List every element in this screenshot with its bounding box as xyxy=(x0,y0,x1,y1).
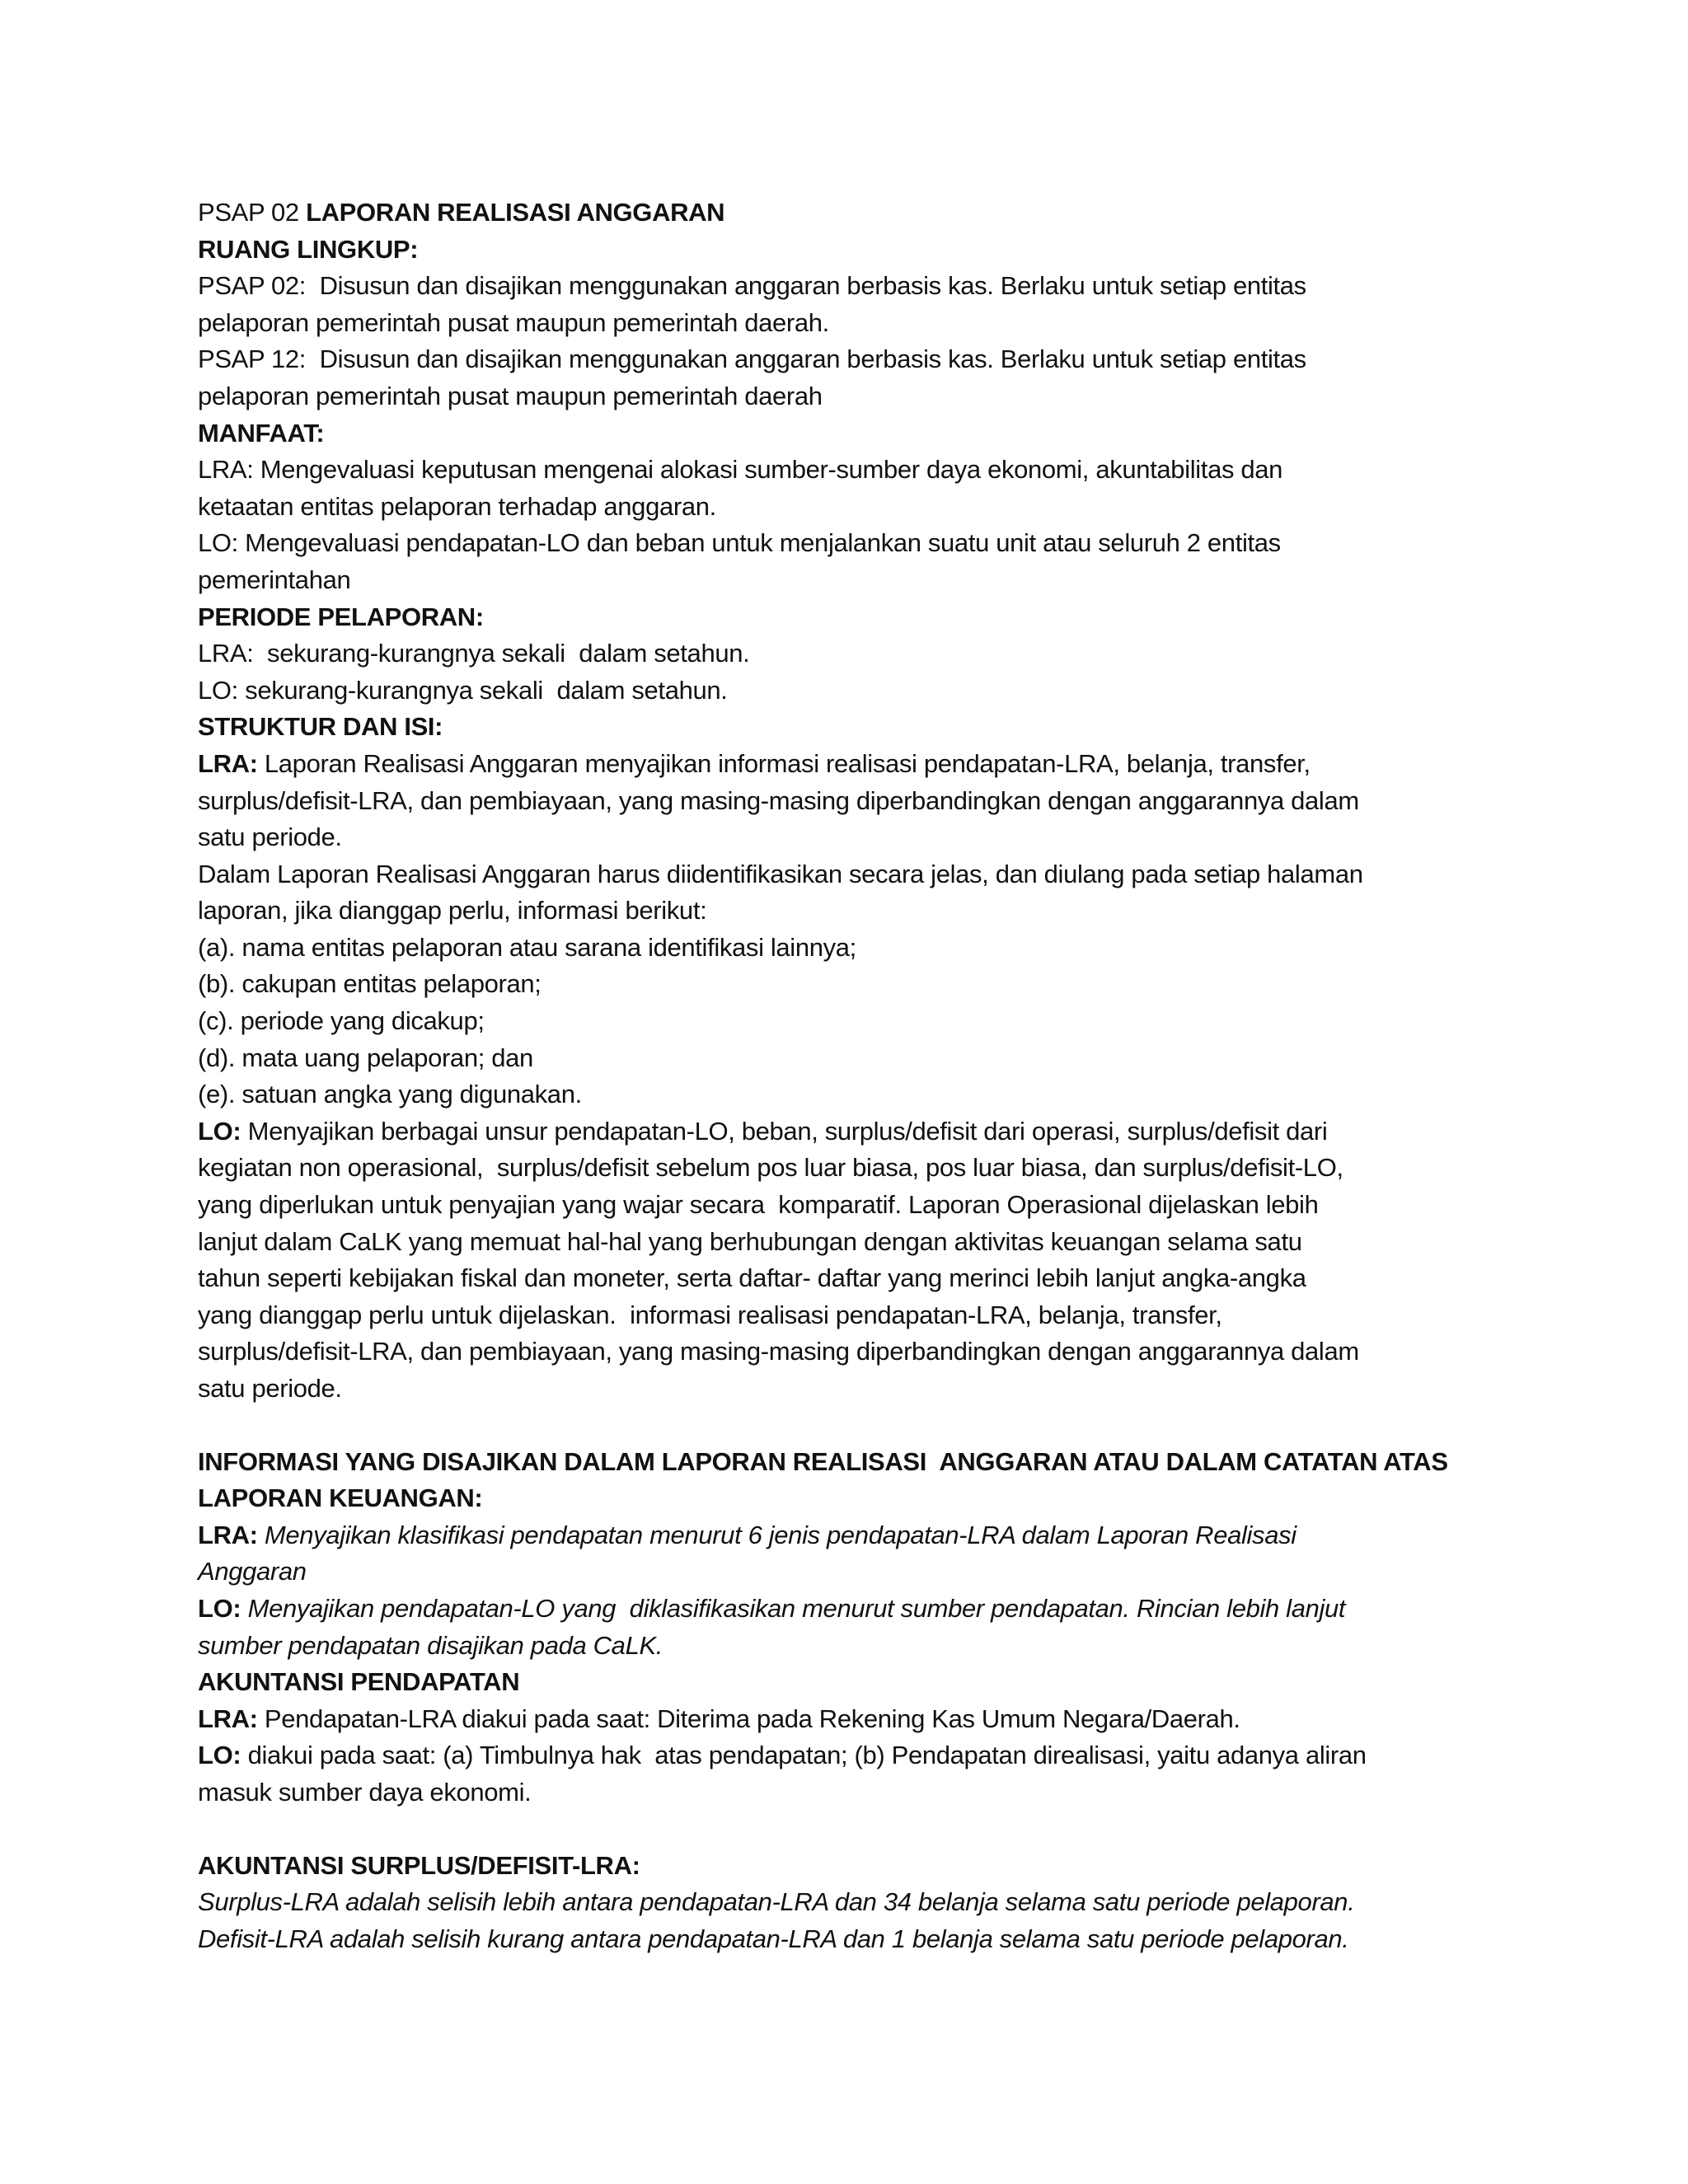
paragraph-line: LRA: Mengevaluasi keputusan mengenai alokasi sumber-sumber daya ekonomi, akuntabilitas dan xyxy=(198,455,1283,485)
document-title xyxy=(198,194,1500,232)
paragraph-line: Surplus-LRA adalah selisih lebih antara pendapatan-LRA dan 34 belanja selama satu periode pelaporan. xyxy=(198,1887,1355,1917)
spacer xyxy=(198,1408,1500,1444)
paragraph-line: masuk sumber daya ekonomi. xyxy=(198,1777,532,1807)
paragraph-line: ketaatan entitas pelaporan terhadap anggaran. xyxy=(198,491,716,521)
list-item: (e). satuan angka yang digunakan. xyxy=(198,1080,582,1109)
paragraph-line: tahun seperti kebijakan fiskal dan moneter, serta daftar- daftar yang merinci lebih lanjut angka-angka xyxy=(198,1263,1306,1293)
heading-akuntansi-pendapatan: AKUNTANSI PENDAPATAN xyxy=(198,1667,520,1697)
paragraph-line: Dalam Laporan Realisasi Anggaran harus diidentifikasikan secara jelas, dan diulang pada setiap halaman xyxy=(198,859,1363,888)
document-page xyxy=(198,194,1500,1957)
lo-label: LO: xyxy=(198,1116,241,1146)
paragraph-line: satu periode. xyxy=(198,1374,342,1403)
paragraph-line: PSAP 12: Disusun dan disajikan menggunakan anggaran berbasis kas. Berlaku untuk setiap entitas xyxy=(198,344,1306,374)
paragraph-text: diakui pada saat: (a) Timbulnya hak atas pendapatan; (b) Pendapatan direalisasi, yaitu adanya aliran xyxy=(241,1741,1367,1770)
paragraph-line: Anggaran xyxy=(198,1557,307,1586)
paragraph-line: Defisit-LRA adalah selisih kurang antara pendapatan-LRA dan 1 belanja selama satu periode pelaporan. xyxy=(198,1924,1349,1953)
list-item: (b). cakupan entitas pelaporan; xyxy=(198,969,542,999)
paragraph-text: Pendapatan-LRA diakui pada saat: Diterima pada Rekening Kas Umum Negara/Daerah. xyxy=(257,1704,1240,1733)
paragraph-line: yang diperlukan untuk penyajian yang wajar secara komparatif. Laporan Operasional dijelaskan lebih xyxy=(198,1190,1319,1220)
paragraph-line: lanjut dalam CaLK yang memuat hal-hal yang berhubungan dengan aktivitas keuangan selama satu xyxy=(198,1226,1302,1256)
paragraph-line: yang dianggap perlu untuk dijelaskan. informasi realisasi pendapatan-LRA, belanja, transfer, xyxy=(198,1300,1222,1329)
list-item: (c). periode yang dicakup; xyxy=(198,1006,485,1036)
paragraph-text: Laporan Realisasi Anggaran menyajikan informasi realisasi pendapatan-LRA, belanja, transfer, xyxy=(257,748,1311,778)
heading-akuntansi-surplus-defisit: AKUNTANSI SURPLUS/DEFISIT-LRA: xyxy=(198,1850,640,1880)
paragraph-line: satu periode. xyxy=(198,823,342,852)
paragraph-line: kegiatan non operasional, surplus/defisit sebelum pos luar biasa, pos luar biasa, dan surplus/defisit-LO, xyxy=(198,1153,1343,1183)
spacer xyxy=(198,1811,1500,1848)
paragraph-line: LRA: sekurang-kurangnya sekali dalam setahun. xyxy=(198,639,750,668)
paragraph-line xyxy=(198,1701,1500,1738)
paragraph-line xyxy=(198,1737,1500,1774)
list-item: (d). mata uang pelaporan; dan xyxy=(198,1043,533,1072)
paragraph-line: pelaporan pemerintah pusat maupun pemerintah daerah xyxy=(198,381,823,410)
paragraph-line xyxy=(198,1113,1500,1151)
heading-ruang-lingkup: RUANG LINGKUP: xyxy=(198,234,419,264)
heading-periode-pelaporan: PERIODE PELAPORAN: xyxy=(198,602,484,631)
paragraph-line: sumber pendapatan disajikan pada CaLK. xyxy=(198,1630,663,1660)
title-bold: LAPORAN REALISASI ANGGARAN xyxy=(306,198,725,227)
paragraph-line: surplus/defisit-LRA, dan pembiayaan, yang masing-masing diperbandingkan dengan anggarannya dalam xyxy=(198,1337,1359,1366)
lra-label: LRA: xyxy=(198,748,258,778)
heading-manfaat: MANFAAT: xyxy=(198,418,325,448)
heading-informasi-cont: LAPORAN KEUANGAN: xyxy=(198,1483,483,1513)
heading-struktur-dan-isi: STRUKTUR DAN ISI: xyxy=(198,712,443,742)
paragraph-line: LO: Mengevaluasi pendapatan-LO dan beban untuk menjalankan suatu unit atau seluruh 2 entitas xyxy=(198,528,1281,558)
list-item: (a). nama entitas pelaporan atau sarana identifikasi lainnya; xyxy=(198,932,856,962)
paragraph-text: Menyajikan klasifikasi pendapatan menurut 6 jenis pendapatan-LRA dalam Laporan Realisasi xyxy=(257,1520,1296,1549)
paragraph-line: surplus/defisit-LRA, dan pembiayaan, yang masing-masing diperbandingkan dengan anggarannya dalam xyxy=(198,785,1359,815)
lra-label: LRA: xyxy=(198,1704,258,1733)
lra-label: LRA: xyxy=(198,1520,258,1549)
paragraph-line: pelaporan pemerintah pusat maupun pemerintah daerah. xyxy=(198,307,829,337)
paragraph-line: laporan, jika dianggap perlu, informasi berikut: xyxy=(198,896,707,926)
lo-label: LO: xyxy=(198,1593,241,1623)
paragraph-line xyxy=(198,1591,1500,1628)
paragraph-text: Menyajikan berbagai unsur pendapatan-LO, beban, surplus/defisit dari operasi, surplus/defisit dari xyxy=(241,1116,1328,1146)
lo-label: LO: xyxy=(198,1741,241,1770)
paragraph-line xyxy=(198,1517,1500,1554)
paragraph-text: Menyajikan pendapatan-LO yang diklasifikasikan menurut sumber pendapatan. Rincian lebih lanjut xyxy=(241,1593,1346,1623)
paragraph-line: PSAP 02: Disusun dan disajikan menggunakan anggaran berbasis kas. Berlaku untuk setiap entitas xyxy=(198,271,1306,301)
heading-informasi: INFORMASI YANG DISAJIKAN DALAM LAPORAN REALISASI ANGGARAN ATAU DALAM CATATAN ATAS xyxy=(198,1446,1448,1476)
paragraph-line: LO: sekurang-kurangnya sekali dalam setahun. xyxy=(198,675,728,705)
title-prefix: PSAP 02 xyxy=(198,198,307,227)
paragraph-line xyxy=(198,746,1500,783)
paragraph-line: pemerintahan xyxy=(198,565,351,594)
